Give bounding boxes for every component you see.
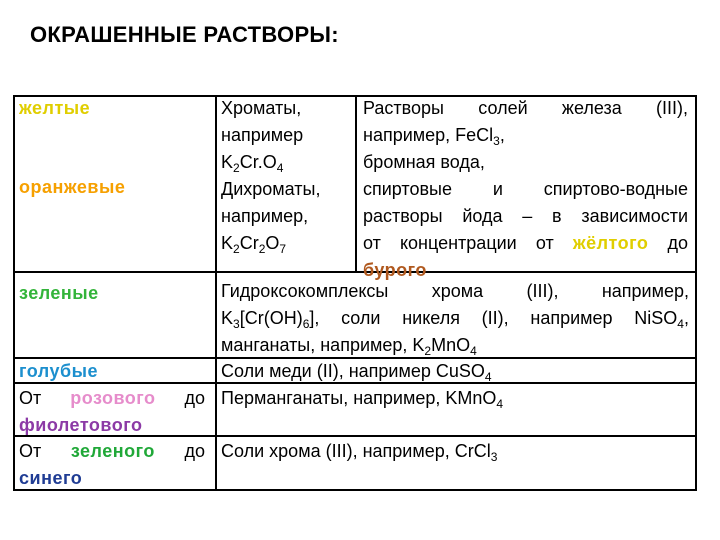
iron-line-3: бромная вода, [363,152,485,172]
label-pink-violet [19,385,205,439]
iron-salts-cell [363,95,688,284]
label-green-2: зеленого [70,441,155,461]
label-pink: розового [70,388,156,408]
yellow-word: жёлтого [572,233,649,253]
iron-line-6: от концентрации от жёлтого до [363,233,688,253]
iron-line-4: спиртовые и спиртово-водные [363,179,688,199]
label-from-word: От [19,388,42,408]
example-word: например [221,125,304,145]
green-line-2: $K_3[Cr(OH)_6]$, соли никеля (II), например NiSO$_4$, [221,308,689,331]
chromates-line: Хроматы, [221,98,302,118]
iron-line-2: например, FeCl$_3$, [363,125,505,148]
column-divider-1 [215,95,217,491]
label-to-word: до [184,388,205,408]
label-to-word: до [184,441,205,461]
green-line-3: манганаты, например, $K_2MnO_4$ [221,335,477,358]
brown-word: бурого [363,260,427,280]
dichromate-formula: $K_2Cr_2O_7$ [221,233,287,256]
green-solutions-cell [221,278,689,359]
chromate-formula: $K_2Cr.O_4$ [221,152,284,175]
chromates-cell [221,95,353,257]
pink-solutions-cell: Перманганаты, например, KMnO$_4$ [221,388,504,411]
dichromates-line: Дихроматы, [221,179,321,199]
label-orange: оранжевые [19,177,126,197]
iron-line-5: растворы йода – в зависимости [363,206,688,226]
green-line-1: Гидроксокомплексы хрома (III), например, [221,281,689,301]
label-navy: синего [19,468,83,488]
table-border-right [695,95,697,491]
label-yellow: желтые [19,98,91,118]
label-green-navy [19,438,205,492]
label-violet: фиолетового [19,415,143,435]
column-divider-2 [355,95,357,271]
label-from-word: От [19,441,42,461]
green-navy-solutions-cell: Соли хрома (III), например, CrCl$_3$ [221,441,498,464]
label-green: зеленые [19,283,99,303]
page-title: ОКРАШЕННЫЕ РАСТВОРЫ: [30,22,339,47]
example-word: например, [221,206,309,226]
colored-solutions-table [13,95,697,491]
table-border-left [13,95,15,491]
label-blue: голубые [19,361,99,381]
blue-solutions-cell: Соли меди (II), например CuSO$_4$ [221,361,492,384]
iron-line-1: Растворы солей железа (III), [363,98,688,118]
